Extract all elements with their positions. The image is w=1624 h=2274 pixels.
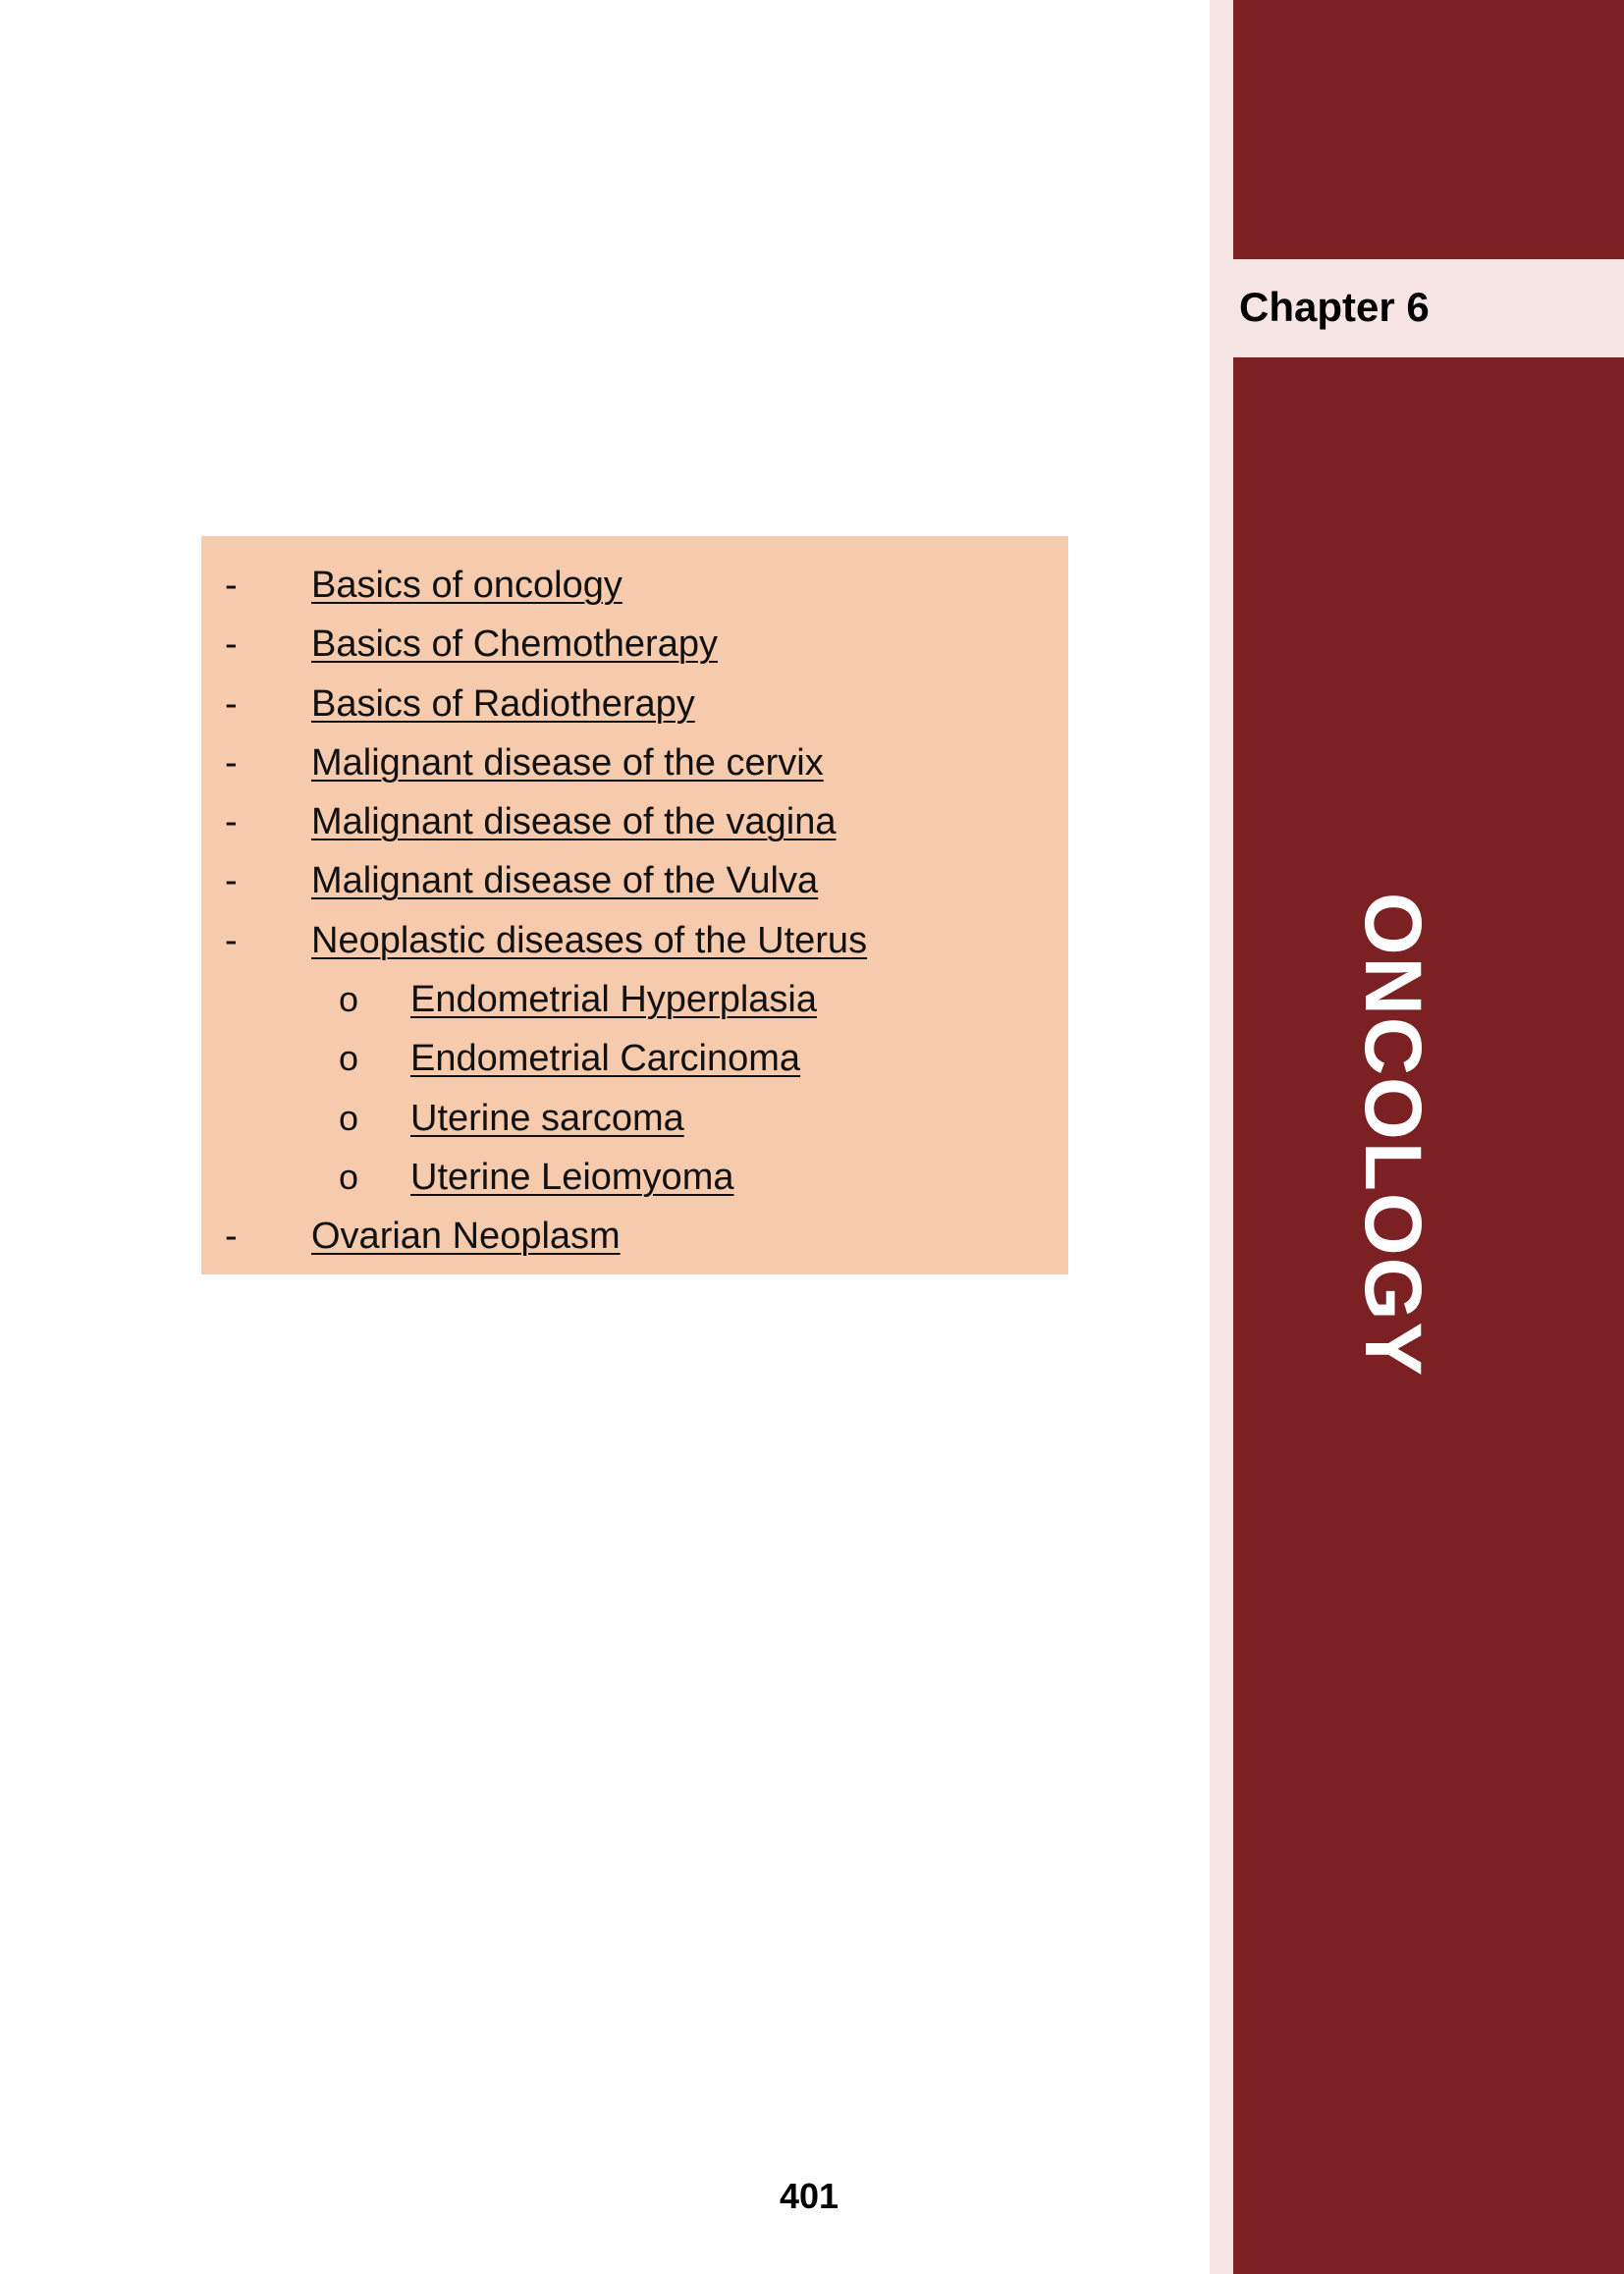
dash-bullet: - (225, 919, 238, 961)
circle-bullet: o (339, 979, 359, 1020)
circle-bullet: o (339, 1097, 359, 1138)
toc-item (201, 1207, 1068, 1266)
toc-link-malignant-disease-cervix[interactable]: Malignant disease of the cervix (311, 741, 824, 784)
toc-item (201, 792, 1068, 851)
toc-link-malignant-disease-vagina[interactable]: Malignant disease of the vagina (311, 801, 837, 843)
toc-item (201, 733, 1068, 792)
toc-subitem (201, 1148, 1068, 1207)
toc-link-basics-of-radiotherapy[interactable]: Basics of Radiotherapy (311, 682, 695, 725)
toc-link-neoplastic-diseases-uterus[interactable]: Neoplastic diseases of the Uterus (311, 919, 868, 961)
side-bar-top (1233, 0, 1624, 259)
dash-bullet: - (225, 623, 238, 666)
dash-bullet: - (225, 860, 238, 902)
toc-link-uterine-leiomyoma[interactable]: Uterine Leiomyoma (410, 1156, 734, 1198)
circle-bullet: o (339, 1038, 359, 1079)
dash-bullet: - (225, 565, 238, 606)
toc-link-malignant-disease-vulva[interactable]: Malignant disease of the Vulva (311, 860, 819, 902)
chapter-contents-list (201, 556, 1068, 1267)
page-number: 401 (780, 2176, 839, 2216)
circle-bullet: o (339, 1156, 359, 1197)
chapter-contents-box (201, 536, 1068, 1274)
dash-bullet: - (225, 682, 238, 725)
toc-subitem (201, 1029, 1068, 1088)
toc-item (201, 556, 1068, 615)
toc-subitem (201, 1089, 1068, 1148)
toc-link-endometrial-hyperplasia[interactable]: Endometrial Hyperplasia (410, 979, 817, 1021)
dash-bullet: - (225, 741, 238, 784)
toc-subitem (201, 970, 1068, 1029)
toc-link-endometrial-carcinoma[interactable]: Endometrial Carcinoma (410, 1038, 801, 1080)
toc-link-uterine-sarcoma[interactable]: Uterine sarcoma (410, 1097, 684, 1139)
toc-link-ovarian-neoplasm[interactable]: Ovarian Neoplasm (311, 1216, 621, 1258)
chapter-title-vertical: ONCOLOGY (1348, 892, 1437, 1379)
dash-bullet: - (225, 1216, 238, 1258)
toc-link-basics-of-chemotherapy[interactable]: Basics of Chemotherapy (311, 623, 718, 666)
chapter-label: Chapter 6 (1239, 284, 1430, 330)
toc-link-basics-of-oncology[interactable]: Basics of oncology (311, 565, 623, 606)
toc-item (201, 675, 1068, 733)
toc-item (201, 851, 1068, 910)
toc-item (201, 911, 1068, 970)
toc-item (201, 615, 1068, 674)
dash-bullet: - (225, 801, 238, 843)
